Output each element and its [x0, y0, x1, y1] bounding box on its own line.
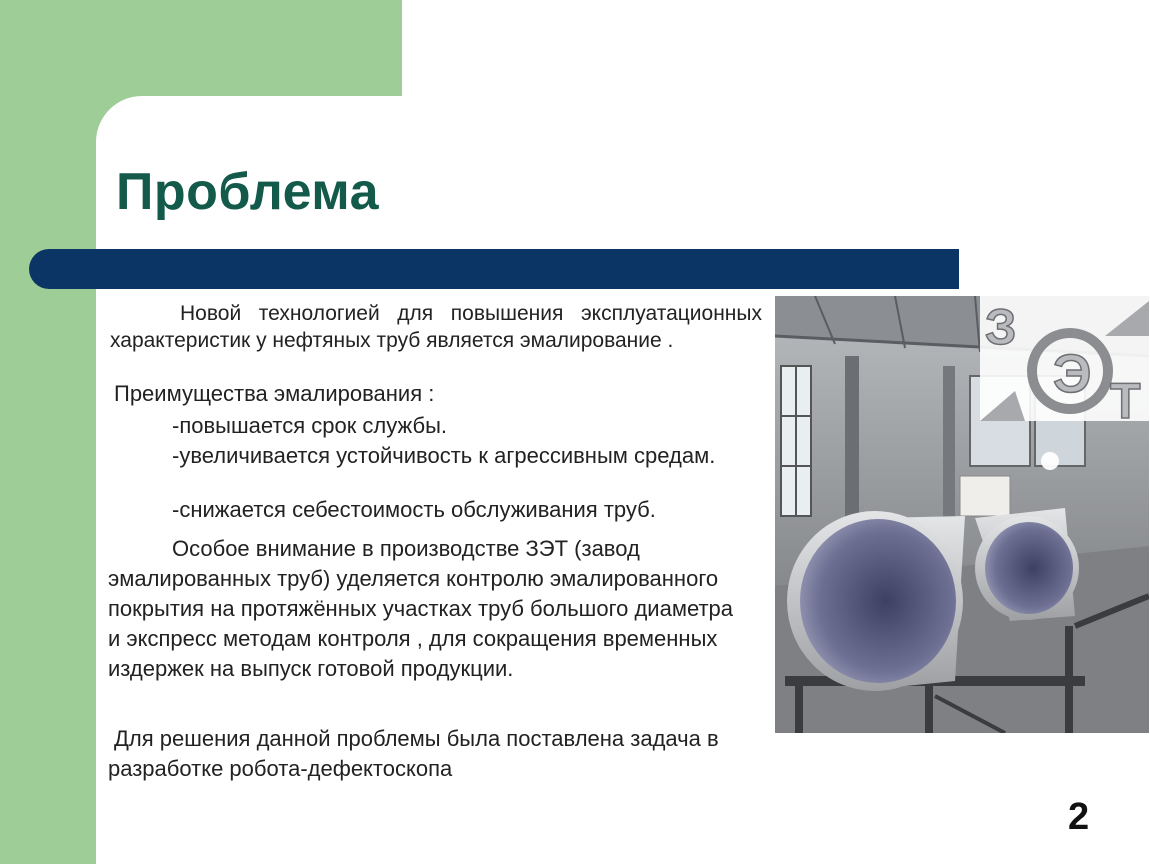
slide-title: Проблема: [116, 163, 380, 221]
page-number: 2: [1068, 796, 1090, 838]
logo-letter: З: [985, 299, 1017, 355]
advantage-item: -снижается себестоимость обслуживания труб.: [172, 497, 656, 522]
title-divider-bar: [29, 249, 959, 289]
logo-letter: Э: [1053, 344, 1092, 404]
advantage-item: -увеличивается устойчивость к агрессивным средам.: [172, 443, 716, 468]
advantages-heading: Преимущества эмалирования :: [114, 381, 435, 406]
factory-pipes-photo: [775, 296, 1149, 733]
logo-letter: Т: [1110, 373, 1141, 429]
production-paragraph: Особое внимание в производстве ЗЭТ (завод эмалированных труб) уделяется контролю эмалированного покрытия на протяжённых участках труб большого диаметра и экспресс методам контроля , для сокращения временных издержек на выпуск готовой продукции.: [108, 536, 733, 681]
zet-logo: [980, 296, 1149, 429]
task-paragraph: Для решения данной проблемы была поставлена задача в разработке робота-дефектоскопа: [108, 726, 719, 781]
advantage-item: -повышается срок службы.: [172, 413, 447, 438]
intro-paragraph: Новой технологией для повышения эксплуатационных характеристик у нефтяных труб является эмалирование .: [110, 302, 762, 352]
